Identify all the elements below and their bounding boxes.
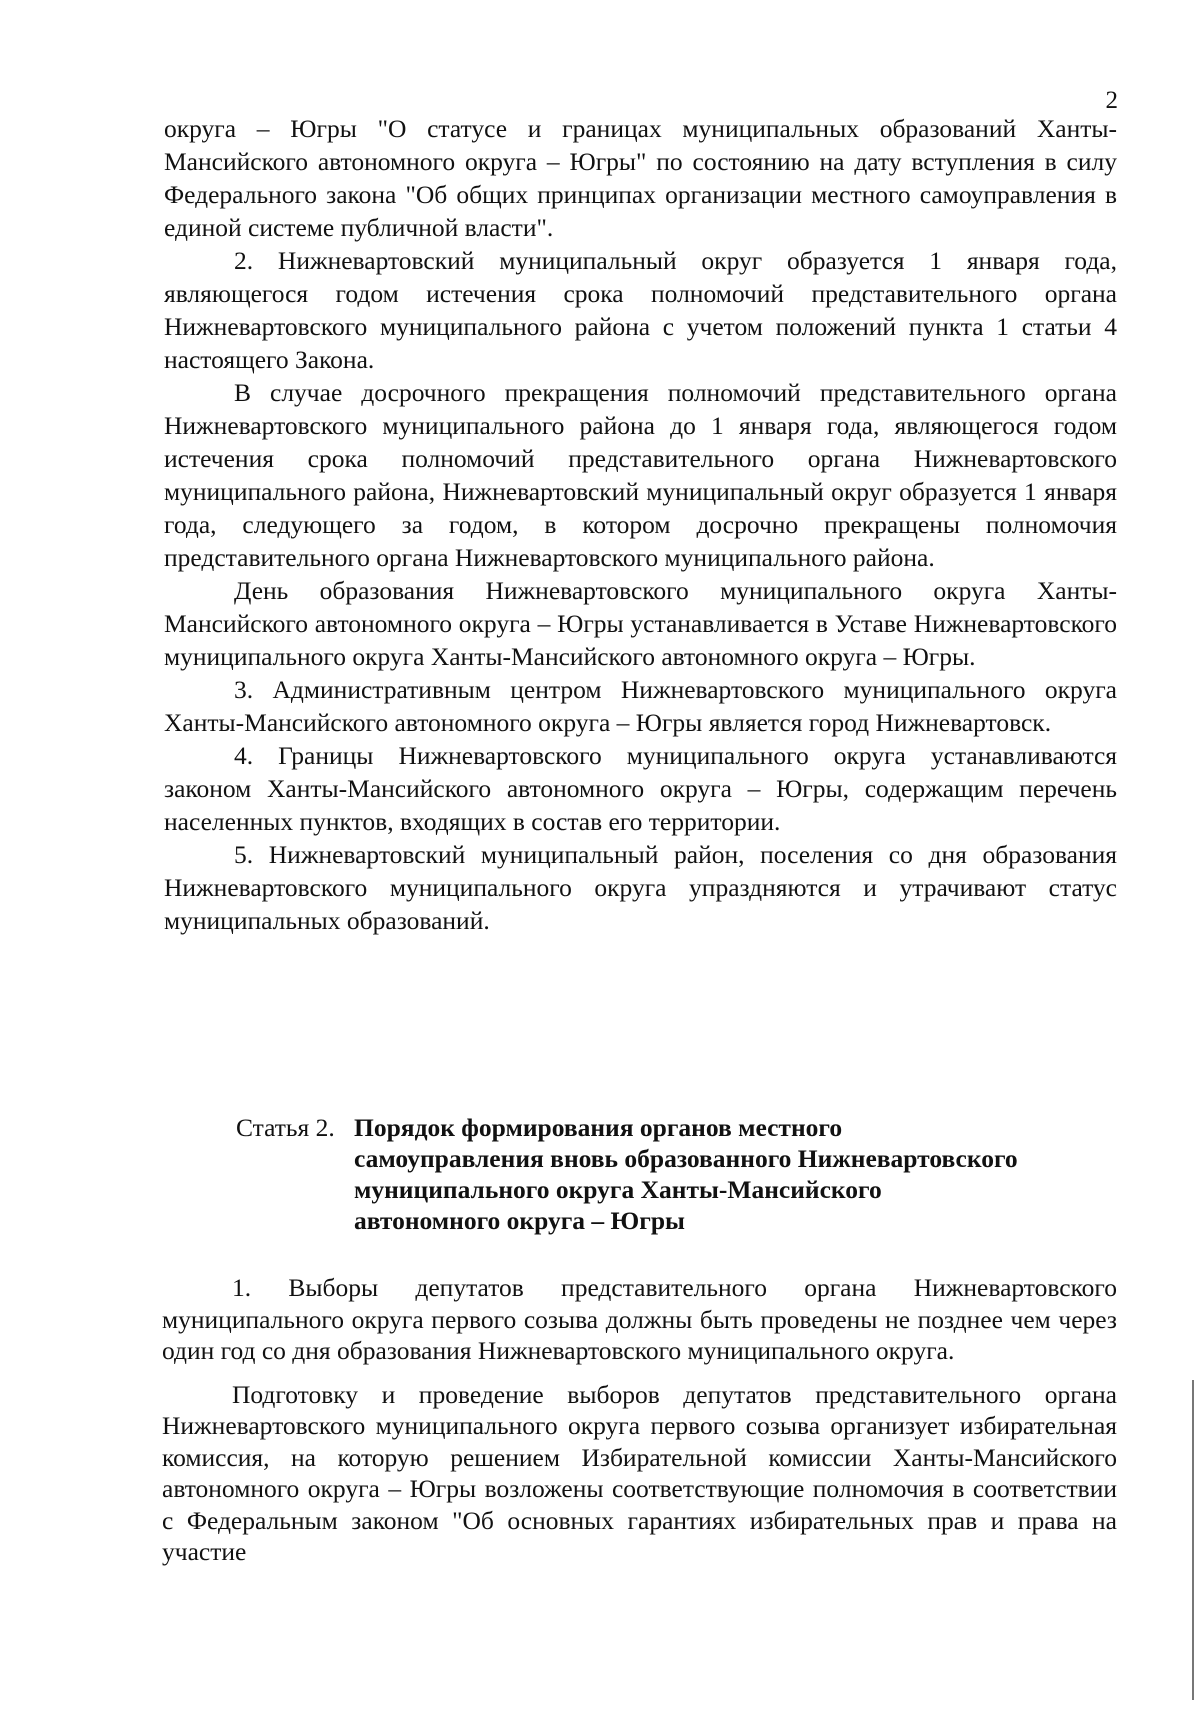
article-2-body <box>162 1272 1117 1568</box>
article-title-line: автономного округа – Югры <box>354 1206 685 1235</box>
paragraph-item-4: 4. Границы Нижневартовского муниципального округа устанавливаются законом Ханты-Мансийского автономного округа – Югры, содержащим перечень населенных пунктов, входящих в состав его территории. <box>164 741 1117 836</box>
article-2-heading <box>236 1112 1136 1236</box>
paragraph-formation-day: День образования Нижневартовского муниципального округа Ханты-Мансийского автономного округа – Югры устанавливается в Уставе Нижневартовского муниципального округа Ханты-Мансийского автономного округа – Югры. <box>164 576 1117 671</box>
article-title-line: самоуправления вновь образованного Нижневартовского <box>354 1144 1018 1173</box>
paragraph-item-3: 3. Административным центром Нижневартовского муниципального округа Ханты-Мансийского автономного округа – Югры является город Нижневартовск. <box>164 675 1117 737</box>
paragraph-early-termination: В случае досрочного прекращения полномочий представительного органа Нижневартовского муниципального района до 1 января года, являющегося годом истечения срока полномочий представительного органа Нижневартовского муниципального района, Нижневартовский муниципальный округ образуется 1 января года, следующего за годом, в котором досрочно прекращены полномочия представительного органа Нижневартовского муниципального района. <box>164 378 1117 572</box>
article-title-line: муниципального округа Ханты-Мансийского <box>354 1175 882 1204</box>
article-1-continuation <box>164 112 1117 937</box>
scan-edge-mark <box>1192 1380 1194 1700</box>
paragraph-spacer <box>162 1367 1117 1379</box>
paragraph-continuation: округа – Югры "О статусе и границах муниципальных образований Ханты-Мансийского автономного округа – Югры" по состоянию на дату вступления в силу Федерального закона "Об общих принципах организации местного самоуправления в единой системе публичной власти". <box>164 114 1117 242</box>
paragraph-item-5: 5. Нижневартовский муниципальный район, поселения со дня образования Нижневартовского муниципального округа упраздняются и утрачивают статус муниципальных образований. <box>164 840 1117 935</box>
paragraph-item-2: 2. Нижневартовский муниципальный округ образуется 1 января года, являющегося годом истечения срока полномочий представительного органа Нижневартовского муниципального района с учетом положений пункта 1 статьи 4 настоящего Закона. <box>164 246 1117 374</box>
article-label: Статья 2. <box>236 1113 335 1142</box>
article-title-line: Порядок формирования органов местного <box>354 1113 843 1142</box>
page-number: 2 <box>1105 87 1118 114</box>
paragraph-election-preparation: Подготовку и проведение выборов депутатов представительного органа Нижневартовского муниципального округа первого созыва организует избирательная комиссия, на которую решением Избирательной комиссии Ханты-Мансийского автономного округа – Югры возложены соответствующие полномочия в соответствии с Федеральным законом "Об основных гарантиях избирательных прав и права на участие <box>162 1379 1117 1566</box>
article-title <box>354 1112 1114 1236</box>
paragraph-article-2-item-1: 1. Выборы депутатов представительного органа Нижневартовского муниципального округа первого созыва должны быть проведены не позднее чем через один год со дня образования Нижневартовского муниципального округа. <box>162 1273 1117 1365</box>
